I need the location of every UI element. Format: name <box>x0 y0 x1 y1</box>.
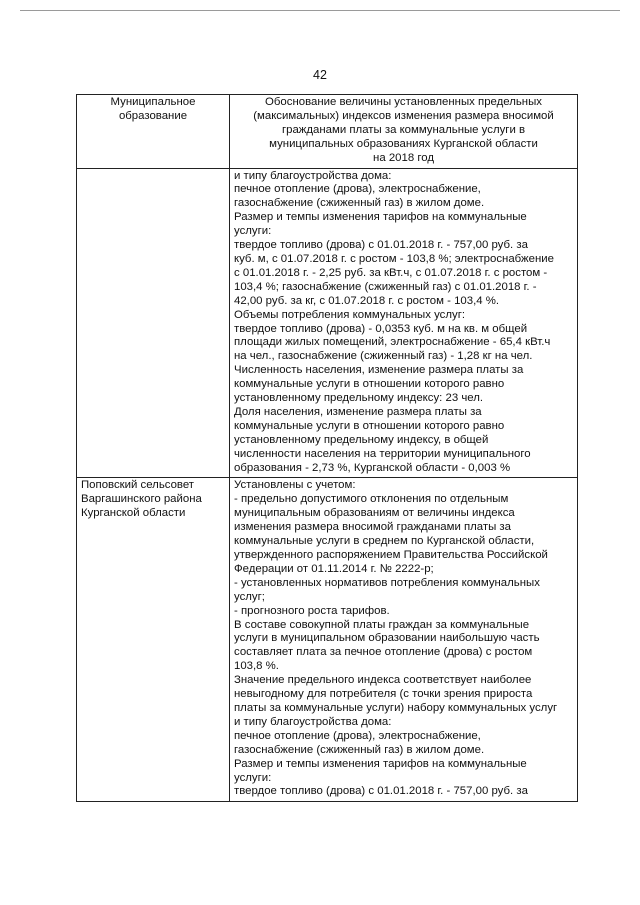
text-line: газоснабжение (сжиженный газ) в жилом доме. <box>234 197 485 210</box>
text-line: Объемы потребления коммунальных услуг: <box>234 308 466 321</box>
text-line: - прогнозного роста тарифов. <box>234 604 390 617</box>
text-line: Размер и темпы изменения тарифов на коммунальные <box>234 757 527 770</box>
text-line: изменения размера вносимой гражданами платы за <box>234 521 511 534</box>
text-line: платы за коммунальные услуги) набору коммунальных услуг <box>234 701 558 714</box>
text-line: твердое топливо (дрова) с 01.01.2018 г. - 757,00 руб. за <box>234 239 528 252</box>
text-line: услуги: <box>234 225 272 238</box>
text-line: с 01.01.2018 г. - 2,25 руб. за кВт.ч, с 01.07.2018 г. с ростом - <box>234 266 548 279</box>
text-line: 103,4 %; газоснабжение (сжиженный газ) с 01.01.2018 г. - <box>234 280 537 293</box>
text-line: газоснабжение (сжиженный газ) в жилом доме. <box>234 743 485 756</box>
justification-cell <box>230 168 578 478</box>
text-line: и типу благоустройства дома: <box>234 715 392 728</box>
header-line: на 2018 год <box>373 151 434 164</box>
text-line: Доля населения, изменение размера платы за <box>234 405 482 418</box>
text-line: печное отопление (дрова), электроснабжение, <box>234 183 481 196</box>
text-line: В составе совокупной платы граждан за коммунальные <box>234 618 530 631</box>
scan-artifact-line <box>20 10 620 11</box>
text-line: и типу благоустройства дома: <box>234 169 392 182</box>
header-line: Обоснование величины установленных предельных <box>265 96 542 108</box>
table-row <box>77 478 578 802</box>
text-line: составляет плата за печное отопление (дрова) с ростом <box>234 646 533 659</box>
text-line: площади жилых помещений, электроснабжение - 65,4 кВт.ч <box>234 336 551 349</box>
text-line: твердое топливо (дрова) - 0,0353 куб. м на кв. м общей <box>234 322 528 335</box>
text-line: куб. м, с 01.07.2018 г. с ростом - 103,8 %; электроснабжение <box>234 252 555 265</box>
text-line: муниципальным образованиям от величины индекса <box>234 507 515 520</box>
table-header-row <box>77 95 578 169</box>
text-line: Значение предельного индекса соответствует наиболее <box>234 674 532 687</box>
text-line: услуги в муниципальном образовании наибольшую часть <box>234 632 540 645</box>
text-line: печное отопление (дрова), электроснабжение, <box>234 729 481 742</box>
text-line: невыгодному для потребителя (с точки зрения прироста <box>234 688 533 701</box>
header-line: гражданами платы за коммунальные услуги в <box>281 123 526 136</box>
municipality-cell <box>77 168 230 478</box>
text-line: коммунальные услуги в среднем по Курганской области, <box>234 535 535 548</box>
header-justification <box>230 95 578 169</box>
text-line: - установленных нормативов потребления коммунальных <box>234 576 540 589</box>
text-line: коммунальные услуги в отношении которого равно <box>234 419 505 432</box>
text-line: установленному предельному индексу, в общей <box>234 433 489 446</box>
justification-cell <box>230 478 578 802</box>
text-line: численности населения на территории муниципального <box>234 447 531 460</box>
municipality-cell: Поповский сельсовет Варгашинского района Курганской области <box>77 478 230 802</box>
text-line: Численность населения, изменение размера платы за <box>234 364 524 377</box>
header-municipality: Муниципальное образование <box>77 95 230 169</box>
text-line: утвержденного распоряжением Правительства Российской <box>234 549 548 561</box>
text-line: услуги: <box>234 771 272 784</box>
text-line: на чел., газоснабжение (сжиженный газ) - 1,28 кг на чел. <box>234 350 533 363</box>
text-line: коммунальные услуги в отношении которого равно <box>234 378 505 391</box>
text-line: Размер и темпы изменения тарифов на коммунальные <box>234 211 527 224</box>
text-line: твердое топливо (дрова) с 01.01.2018 г. - 757,00 руб. за <box>234 785 528 798</box>
page-number: 42 <box>313 68 327 82</box>
text-line: 42,00 руб. за кг, с 01.07.2018 г. с ростом - 103,4 %. <box>234 294 500 307</box>
text-line: Федерации от 01.11.2014 г. № 2222-р; <box>234 562 434 575</box>
text-line: Установлены с учетом: <box>234 479 356 492</box>
text-line: установленному предельному индексу: 23 чел. <box>234 392 484 405</box>
text-line: образования - 2,73 %, Курганской области - 0,003 % <box>234 461 511 474</box>
table-row <box>77 168 578 478</box>
header-line: (максимальных) индексов изменения размера вносимой <box>253 109 554 122</box>
text-line: 103,8 %. <box>234 660 279 673</box>
header-line: муниципальных образованиях Курганской области <box>269 137 538 150</box>
text-line: - предельно допустимого отклонения по отдельным <box>234 493 509 506</box>
text-line: услуг; <box>234 590 265 603</box>
tariff-justification-table <box>76 94 578 802</box>
